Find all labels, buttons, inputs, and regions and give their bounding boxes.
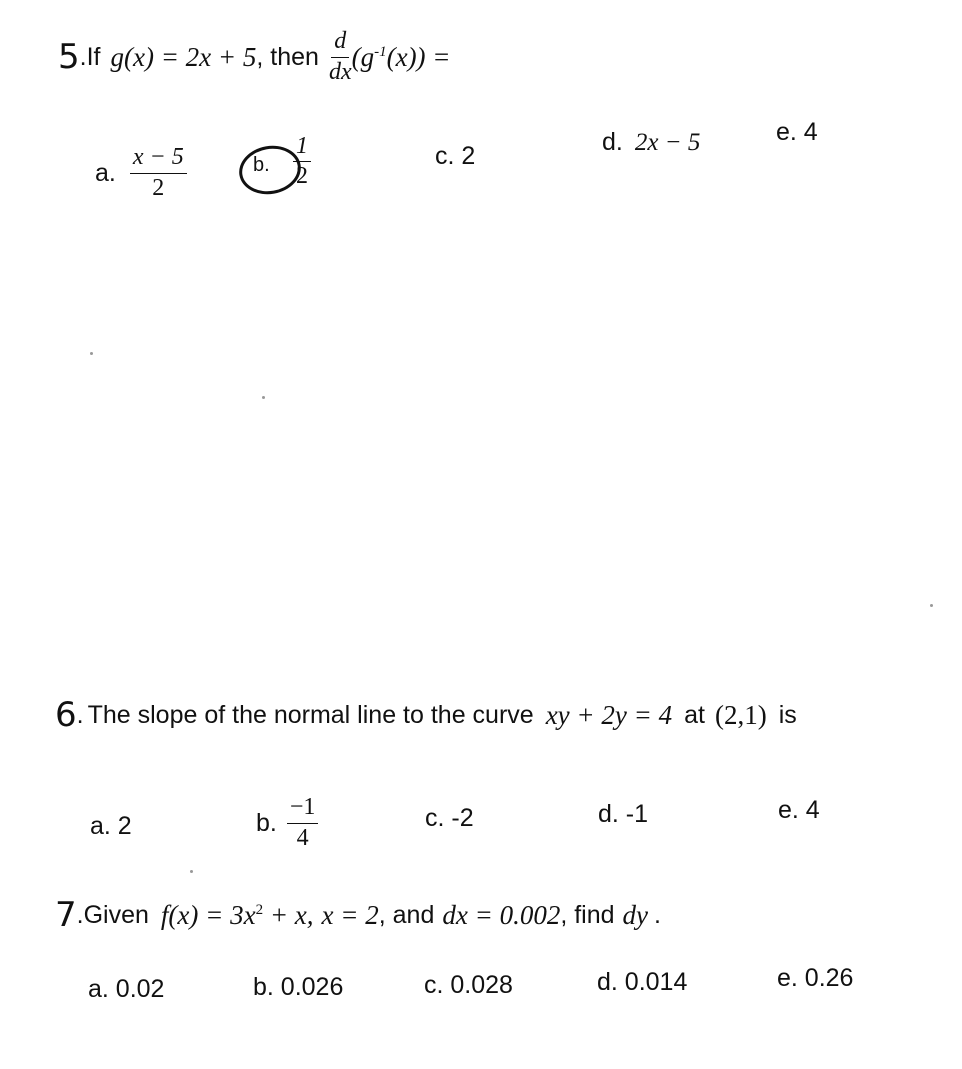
question-6-is: is xyxy=(778,700,797,729)
q6-option-b[interactable] xyxy=(256,788,318,858)
question-6-curve: xy + 2y = 4 xyxy=(545,699,673,730)
question-5-function: g(x) = 2x + 5 xyxy=(110,41,257,72)
question-6-stem xyxy=(55,690,797,740)
inverse-head: (g xyxy=(351,41,375,72)
question-7-dx: dx = 0.002 xyxy=(442,899,561,930)
q5-option-d[interactable] xyxy=(602,128,700,157)
q5-option-e[interactable]: e. 4 xyxy=(776,118,818,146)
q5-option-b-numerator: 1 xyxy=(293,134,311,162)
question-5-stem xyxy=(58,22,451,92)
question-5-then: , then xyxy=(256,42,319,71)
question-7-end: . xyxy=(654,900,661,929)
function-tail: + x, xyxy=(269,899,314,930)
question-7-prefix: . xyxy=(76,900,84,929)
function-head: f(x) = 3x xyxy=(160,899,256,930)
q5-option-a[interactable] xyxy=(95,140,187,206)
q5-option-d-label: d. xyxy=(602,128,623,156)
q6-option-c[interactable]: c. -2 xyxy=(425,804,474,832)
question-6-number: 6 xyxy=(55,695,77,735)
question-6-prefix: . xyxy=(76,700,84,729)
scan-speck xyxy=(262,396,265,399)
q6-option-e[interactable]: e. 4 xyxy=(778,796,820,824)
q5-option-d-expression: 2x − 5 xyxy=(634,128,701,156)
q7-option-b[interactable]: b. 0.026 xyxy=(253,973,344,1001)
question-7-x-value: x = 2 xyxy=(321,899,379,930)
scan-speck xyxy=(90,352,93,355)
q5-option-a-fraction xyxy=(130,145,187,200)
question-7-find: , find xyxy=(560,900,615,929)
q6-option-b-numerator: −1 xyxy=(287,795,319,823)
question-7-given: Given xyxy=(83,900,149,929)
scan-speck xyxy=(930,604,933,607)
q7-option-c[interactable]: c. 0.028 xyxy=(424,971,513,999)
q5-option-a-denominator: 2 xyxy=(152,174,165,201)
function-exponent: 2 xyxy=(255,901,264,918)
q5-option-b-label: b. xyxy=(253,154,270,176)
q6-option-a[interactable]: a. 2 xyxy=(90,812,132,840)
question-7-function xyxy=(161,900,314,931)
question-5-number: 5 xyxy=(58,37,80,77)
question-6-text: The slope of the normal line to the curve xyxy=(87,700,534,729)
question-6-point: (2,1) xyxy=(714,699,767,730)
question-7-and: , and xyxy=(378,900,435,929)
q6-option-b-fraction xyxy=(287,795,319,850)
q6-option-d[interactable]: d. -1 xyxy=(598,800,649,828)
inverse-superscript: -1 xyxy=(374,43,387,60)
q5-option-a-label: a. xyxy=(95,158,116,187)
question-7-number: 7 xyxy=(55,895,77,935)
q7-option-a[interactable]: a. 0.02 xyxy=(88,975,165,1003)
q5-option-a-numerator: x − 5 xyxy=(130,145,187,173)
question-5-derivative-operator xyxy=(329,29,352,84)
derivative-numerator: d xyxy=(331,29,349,57)
question-7-dy: dy xyxy=(622,899,649,930)
question-7-stem xyxy=(55,890,661,940)
scan-speck xyxy=(190,870,193,873)
q7-option-e[interactable]: e. 0.26 xyxy=(777,964,854,992)
question-5-inverse-expression xyxy=(352,42,451,73)
q6-option-b-denominator: 4 xyxy=(296,824,309,851)
q6-option-b-label: b. xyxy=(256,808,277,837)
q5-option-b[interactable] xyxy=(243,128,343,204)
inverse-tail: (x)) = xyxy=(386,41,451,72)
derivative-denominator: dx xyxy=(328,58,352,85)
q5-option-b-fraction xyxy=(293,134,311,189)
question-5-prefix: .If xyxy=(79,42,101,71)
question-6-at: at xyxy=(684,700,705,729)
q5-option-b-denominator: 2 xyxy=(296,163,308,190)
q7-option-d[interactable]: d. 0.014 xyxy=(597,968,688,996)
q5-option-c[interactable]: c. 2 xyxy=(435,142,476,170)
